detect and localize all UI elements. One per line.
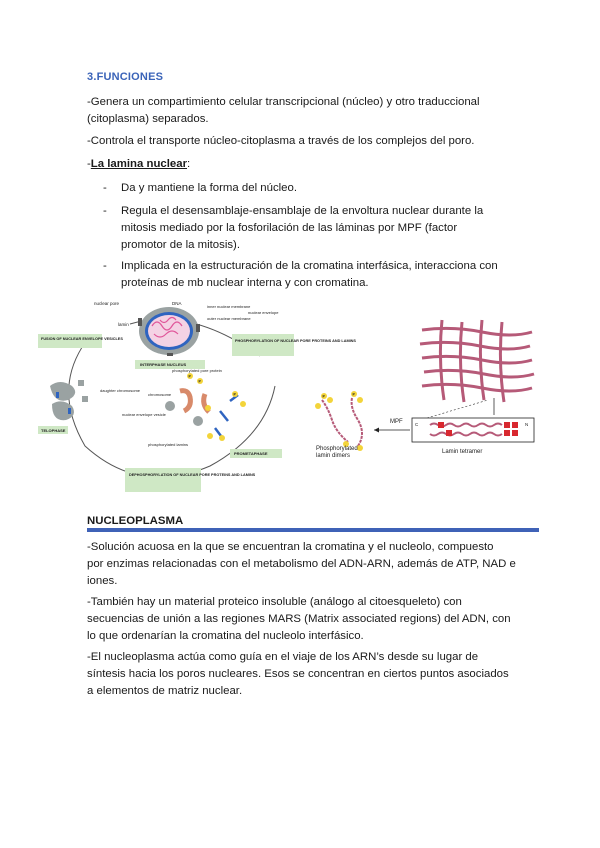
heading-rule (87, 528, 539, 532)
bullet-2-line-2: mitosis mediado por la fosforilación de las láminas por MPF (factor (121, 222, 458, 234)
bullet-marker-2: - (103, 205, 107, 217)
phosphorylation-box (232, 334, 294, 356)
lamina-label: La lamina nuclear (90, 158, 188, 170)
lamina-suffix: : (187, 158, 191, 170)
lamina-heading (87, 156, 517, 173)
nuclear-pore-icon (167, 353, 173, 356)
paragraph-1-line-2: (citoplasma) separados. (87, 113, 209, 125)
p-label: P (233, 392, 236, 397)
label-phosphorylation: PHOSPHORYLATION OF NUCLEAR PORE PROTEINS AND LAMINS (235, 339, 356, 343)
label-prometaphase: PROMETAPHASE (234, 451, 268, 456)
label-telophase: TELOPHASE (41, 428, 66, 433)
label-phosphorylated-lamins: phosphorylated lamins (148, 442, 189, 447)
dephosphorylation-box (125, 468, 201, 492)
bullet-1: Da y mantiene la forma del núcleo. (121, 182, 298, 194)
lamin-meshwork (420, 320, 534, 402)
label-dephosphorylation: DEPHOSPHORYLATION OF NUCLEAR PORE PROTEINS AND LAMINS (129, 473, 256, 477)
bullet-2-line-1: Regula el desensamblaje-ensamblaje de la envoltura nuclear durante la (121, 205, 484, 217)
lamina-prefix: - (87, 158, 91, 170)
p-label: P (188, 374, 191, 379)
label-interphase-nucleus: INTERPHASE NUCLEUS (140, 362, 187, 367)
nucleoplasma-p3-line-2: síntesis hacia los poros nucleares. Esos se concentran en ciertos puntos asociados (87, 668, 509, 680)
nucleoplasma-p2-line-1: -También hay un material proteico insoluble (análogo al citoesqueleto) con (87, 596, 462, 608)
label-nuclear-envelope: nuclear envelope (248, 310, 279, 315)
label-inner-membrane: inner nuclear membrane (207, 304, 251, 309)
bullet-3-line-2: proteínas de mb nuclear interna y con cromatina. (121, 277, 369, 289)
label-phosphorylated: Phosphorylated (316, 446, 358, 452)
nucleoplasma-p3-line-3: a elementos de matriz nuclear. (87, 685, 243, 697)
label-mpf: MPF (390, 419, 403, 425)
label-lamin-dimers: lamin dimers (316, 453, 351, 459)
p-label: P (352, 392, 355, 397)
nucleoplasma-p2-line-3: lo que ordenarían la cromatina del nucleolo interfásico. (87, 630, 364, 642)
nucleoplasma-p1-line-3: iones. (87, 575, 118, 587)
mpf-arrowhead (374, 428, 379, 433)
bullet-marker-3: - (103, 260, 107, 272)
label-lamin-tetramer: Lamin tetramer (442, 449, 483, 455)
n-label: N (525, 422, 529, 427)
paragraph-2: -Controla el transporte núcleo-citoplasma a través de los complejos del poro. (87, 135, 475, 147)
bullet-3-line-1: Implicada en la estructuración de la cromatina interfásica, interacciona con (121, 260, 498, 272)
label-outer-membrane: outer nuclear membrane (207, 316, 251, 321)
label-dna: DNA (172, 301, 182, 306)
label-lamin: lamin (118, 322, 129, 327)
nucleoplasma-p1-line-1: -Solución acuosa en la que se encuentran la cromatina y el nucleolo, compuesto (87, 541, 494, 553)
paragraph-1-line-1: -Genera un compartimiento celular transcripcional (núcleo) y otro traduccional (87, 96, 480, 108)
p-label: P (322, 394, 325, 399)
prometaphase-fragments (165, 391, 238, 436)
phosphorylated-dimers (315, 391, 363, 451)
nucleoplasma-p3-line-1: -El nucleoplasma actúa como guía en el viaje de los ARN’s desde su lugar de (87, 651, 479, 663)
label-daughter-chromosome: daughter chromosome (100, 388, 141, 393)
c-label: C (415, 422, 419, 427)
nuclear-pore-icon (138, 318, 142, 326)
lamin-assembly-figure (312, 320, 537, 480)
expansion-line (427, 400, 488, 418)
label-phosphorylated-pore-protein: phosphorylated pore protein (172, 368, 222, 373)
label-nuclear-pore: nuclear pore (94, 301, 120, 306)
bullet-marker-1: - (103, 182, 107, 194)
p-label: P (198, 379, 201, 384)
section-heading-funciones: 3.FUNCIONES (87, 71, 164, 83)
bullet-2-line-3: promotor de la mitosis). (121, 239, 241, 251)
nucleoplasma-p1-line-2: por enzimas relacionadas con el metabolismo del ADN-ARN, además de ATP, NAD e (87, 558, 516, 570)
label-nuclear-envelope-vesicle: nuclear envelope vesicle (122, 412, 166, 417)
label-chromosome: chromosome (148, 392, 172, 397)
interphase-nucleus (138, 307, 200, 356)
section-heading-nucleoplasma: NUCLEOPLASMA (87, 515, 184, 527)
label-fusion: FUSION OF NUCLEAR ENVELOPE VESICLES (41, 337, 123, 341)
nucleoplasma-p2-line-2: secuencias de unión a las regiones MARS (Matrix associated regions) del ADN, con (87, 613, 511, 625)
nuclear-pore-icon (196, 324, 200, 332)
